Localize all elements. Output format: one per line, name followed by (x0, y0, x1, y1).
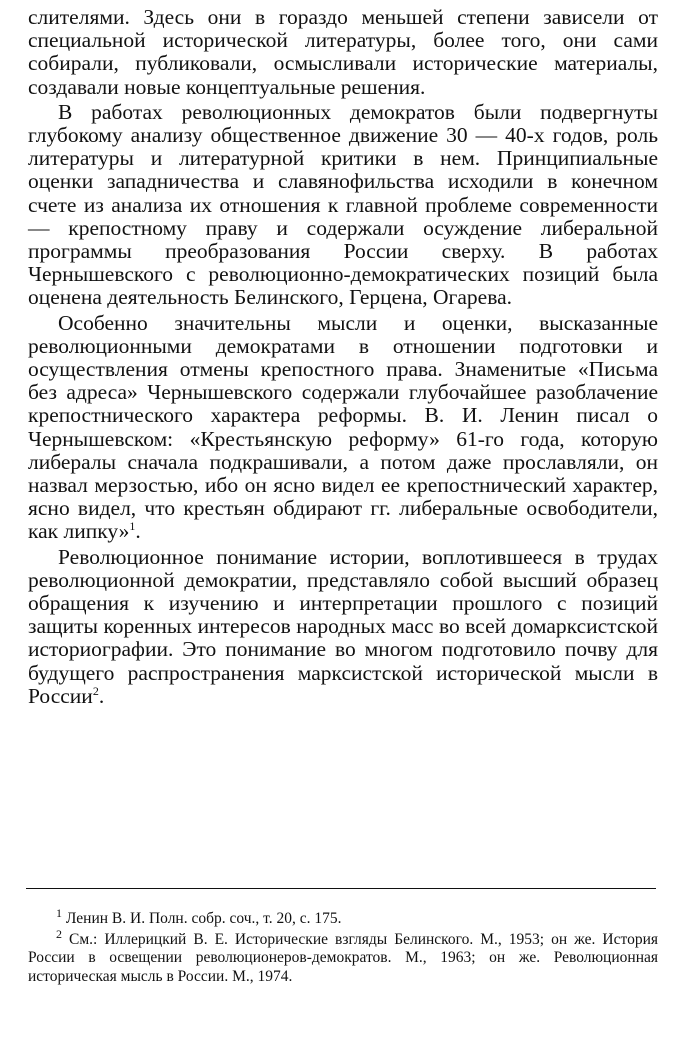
paragraph-2-text: В работах революционных демократов были подвергнуты глубокому анализу общественное движение 30 — 40-х годов, роль литературы и литературной критики в нем. Принципиальные оценки западничества и славянофильства исходили в конечном счете из анализа их отношения к главной проблеме современности — крепостному праву и содержали осуждение либеральной программы преобразования России сверху. В работах Чернышевского с революционно-демократических позиций была оценена деятельность Белинского, Герцена, Огарева. (28, 99, 658, 310)
footnotes (28, 905, 659, 986)
main-text (28, 6, 658, 708)
paragraph-1 (28, 6, 658, 99)
footnote-2 (28, 926, 659, 987)
paragraph-4-text: Революционное понимание истории, воплотившееся в трудах революционной демократии, представляло собой высший образец обращения к изучению и интерпретации прошлого с позиций защиты коренных интересов народных масс во всей домарксистской историографии. Это понимание во многом подготовило почву для будущего распространения марксистской исторической мысли в России (28, 544, 658, 708)
paragraph-1-text: слителями. Здесь они в гораздо меньшей степени зависели от специальной исторической литературы, более того, они сами собирали, публиковали, осмысливали исторические материалы, создавали новые концептуальные решения. (28, 5, 658, 99)
footnote-ref-2: 2 (92, 683, 99, 698)
footnote-1 (28, 905, 658, 929)
paragraph-2 (28, 101, 658, 310)
paragraph-4 (28, 546, 658, 708)
paragraph-3-text: Особенно значительны мысли и оценки, высказанные революционными демократами в отношении подготовки и осуществления отмены крепостного права. Знаменитые «Письма без адреса» Чернышевского содержали глубочайшее разоблачение крепостнического характера реформы. В. И. Ленин писал о Чернышевском: «Крестьянскую реформу» 61-го года, которую либералы сначала подкрашивали, а потом даже прославляли, он назвал мерзостью, ибо он ясно видел ее крепостнический характер, ясно видел, что крестьян обдирают гг. либеральные освободители, как липку» (28, 310, 658, 544)
paragraph-3-end: . (135, 519, 141, 544)
footnote-1-text: Ленин В. И. Полн. собр. соч., т. 20, с. 175. (65, 910, 342, 927)
footnote-divider (26, 888, 656, 889)
footnote-2-marker: 2 (56, 926, 62, 941)
paragraph-3 (28, 312, 658, 544)
paragraph-4-end: . (98, 683, 105, 708)
footnote-2-text: См.: Иллерицкий В. Е. Исторические взгляды Белинского. М., 1953; он же. История России в освещении революционеров-демократов. М., 1963; он же. Революционная историческая мысль в России. М., 1974. (28, 930, 659, 985)
footnote-ref-1: 1 (129, 519, 136, 534)
footnote-1-marker: 1 (56, 905, 62, 920)
